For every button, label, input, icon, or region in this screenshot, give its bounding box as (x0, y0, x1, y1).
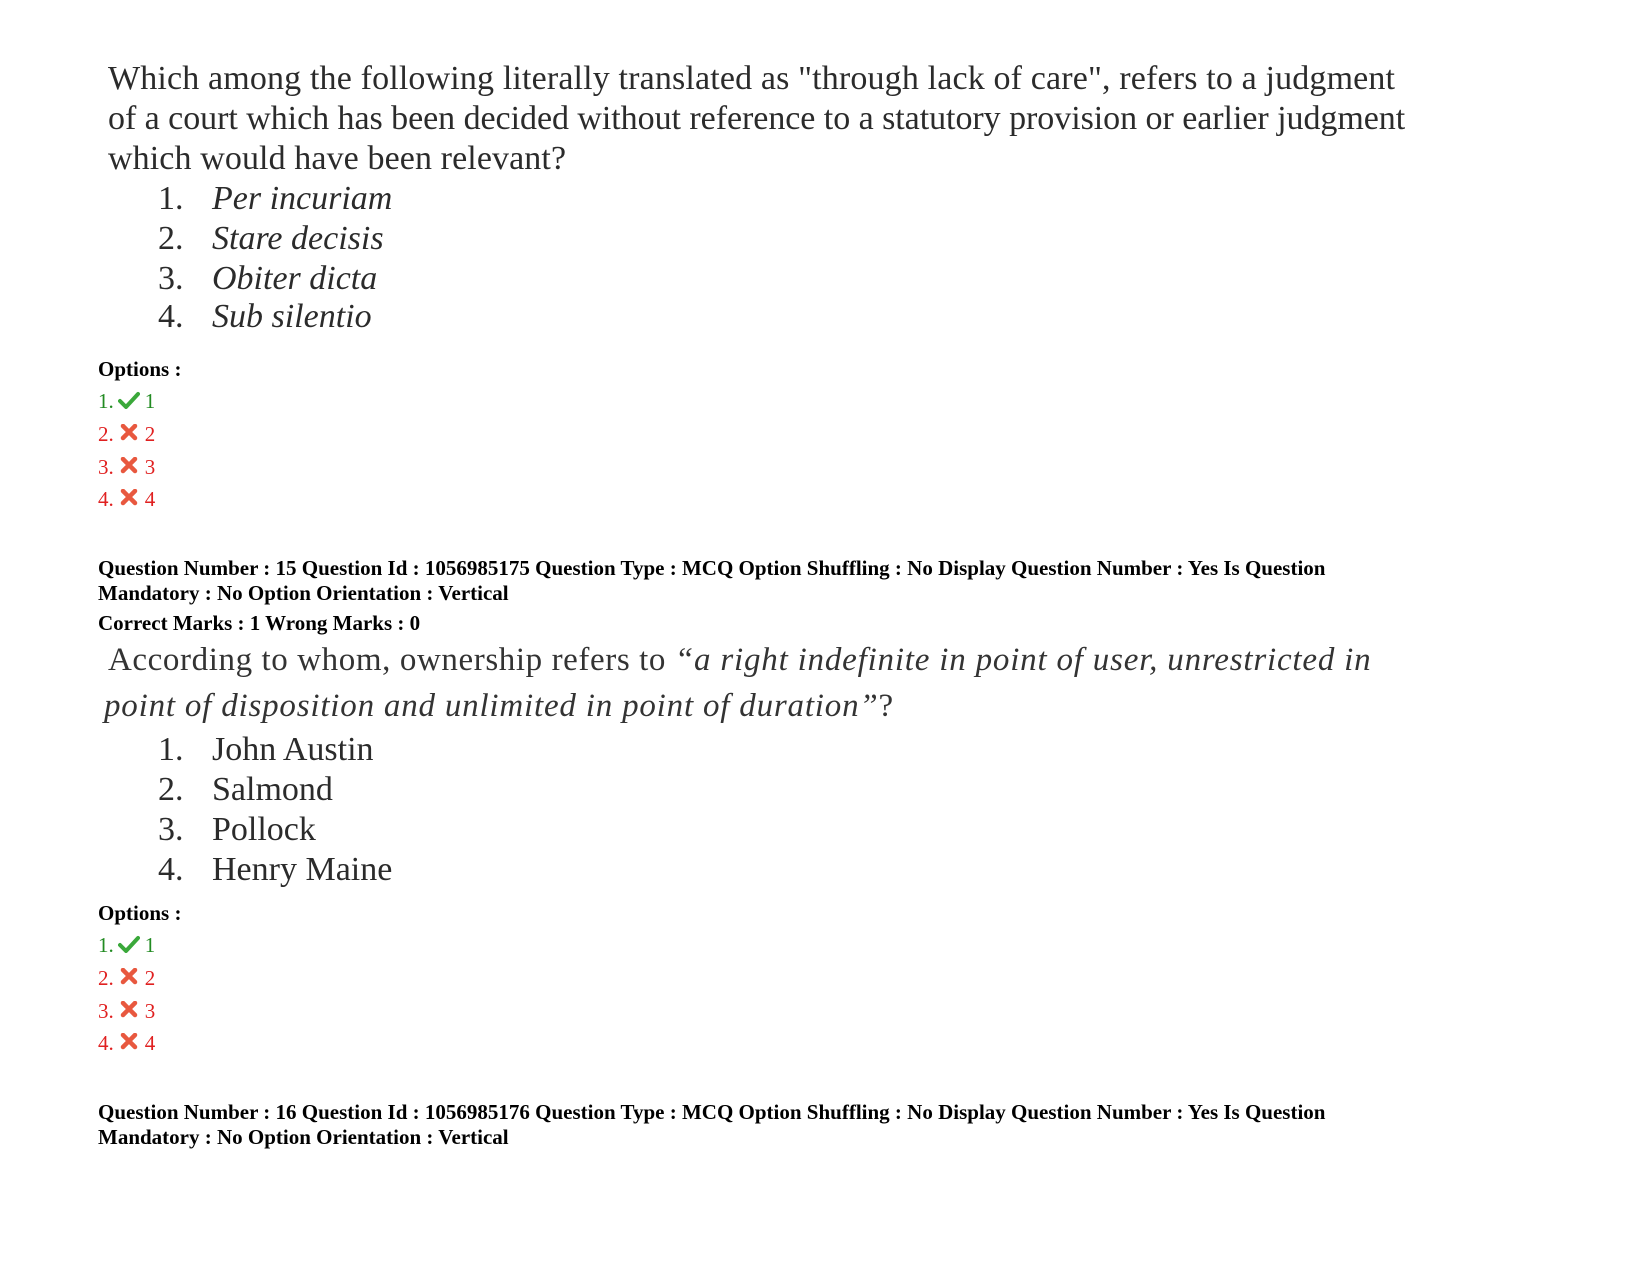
question-meta-line: Question Number : 15 Question Id : 1056985175 Question Type : MCQ Option Shuffling : No Display Question Number : Yes Is Question (98, 556, 1326, 580)
question-plain-text: According to whom, ownership refers to (108, 642, 675, 678)
option-number: 4. (98, 487, 114, 511)
option-item-correct (98, 934, 155, 956)
cross-icon (118, 457, 140, 475)
marks-line: Correct Marks : 1 Wrong Marks : 0 (98, 611, 421, 635)
choice-label: Obiter dicta (212, 260, 378, 297)
choice-label: Salmond (212, 771, 333, 808)
option-number: 2. (98, 422, 114, 446)
question-quote-text: “a right indefinite in point of user, unrestricted in (674, 642, 1372, 678)
question-line (108, 636, 1371, 684)
cross-icon (118, 489, 140, 507)
choice-number: 3. (158, 260, 184, 297)
question-line (104, 682, 894, 730)
option-number: 3. (98, 455, 114, 479)
choice-label: Per incuriam (212, 180, 393, 217)
choice-item (158, 811, 316, 849)
option-value: 4 (144, 1031, 156, 1055)
choice-item (158, 771, 333, 809)
options-heading: Options : (98, 901, 182, 925)
cross-icon (118, 1033, 140, 1051)
option-item-correct (98, 390, 155, 412)
cross-icon (118, 1001, 140, 1019)
choice-label: Pollock (212, 811, 316, 848)
question-line: which would have been relevant? (108, 140, 567, 177)
choice-label: John Austin (212, 731, 374, 768)
choice-item (158, 220, 384, 258)
choice-number: 4. (158, 298, 184, 335)
choice-number: 1. (158, 180, 184, 217)
question-line: of a court which has been decided without reference to a statutory provision or earlier judgment (108, 100, 1406, 137)
cross-icon (118, 968, 140, 986)
option-value: 4 (144, 487, 156, 511)
question-line: Which among the following literally translated as "through lack of care", refers to a judgment (108, 60, 1396, 97)
options-heading: Options : (98, 357, 182, 381)
option-value: 2 (144, 966, 156, 990)
choice-number: 2. (158, 771, 184, 808)
choice-item (158, 298, 372, 336)
choice-number: 1. (158, 731, 184, 768)
choice-item (158, 851, 392, 889)
choice-label: Stare decisis (212, 220, 384, 257)
question-meta-line: Mandatory : No Option Orientation : Vertical (98, 1125, 509, 1149)
choice-number: 3. (158, 811, 184, 848)
question-meta-line: Mandatory : No Option Orientation : Vertical (98, 581, 509, 605)
choice-label: Henry Maine (212, 851, 393, 888)
option-item-wrong (98, 967, 155, 989)
choice-item (158, 731, 374, 769)
check-icon (118, 935, 140, 953)
option-item-wrong (98, 488, 155, 510)
option-value: 1 (144, 933, 156, 957)
option-item-wrong (98, 423, 155, 445)
option-number: 1. (98, 933, 114, 957)
option-value: 2 (144, 422, 156, 446)
option-item-wrong (98, 1000, 155, 1022)
choice-number: 4. (158, 851, 184, 888)
option-value: 1 (144, 389, 156, 413)
option-number: 3. (98, 999, 114, 1023)
choice-item (158, 260, 377, 298)
option-number: 4. (98, 1031, 114, 1055)
option-number: 1. (98, 389, 114, 413)
cross-icon (118, 424, 140, 442)
option-number: 2. (98, 966, 114, 990)
check-icon (118, 391, 140, 409)
question-quote-text: point of disposition and unlimited in point of duration” (104, 688, 879, 724)
option-value: 3 (144, 999, 156, 1023)
option-value: 3 (144, 455, 156, 479)
choice-item (158, 180, 392, 218)
question-plain-text: ? (878, 688, 894, 724)
choice-number: 2. (158, 220, 184, 257)
option-item-wrong (98, 1032, 155, 1054)
choice-label: Sub silentio (212, 298, 372, 335)
option-item-wrong (98, 456, 155, 478)
question-meta-line: Question Number : 16 Question Id : 1056985176 Question Type : MCQ Option Shuffling : No Display Question Number : Yes Is Question (98, 1100, 1326, 1124)
